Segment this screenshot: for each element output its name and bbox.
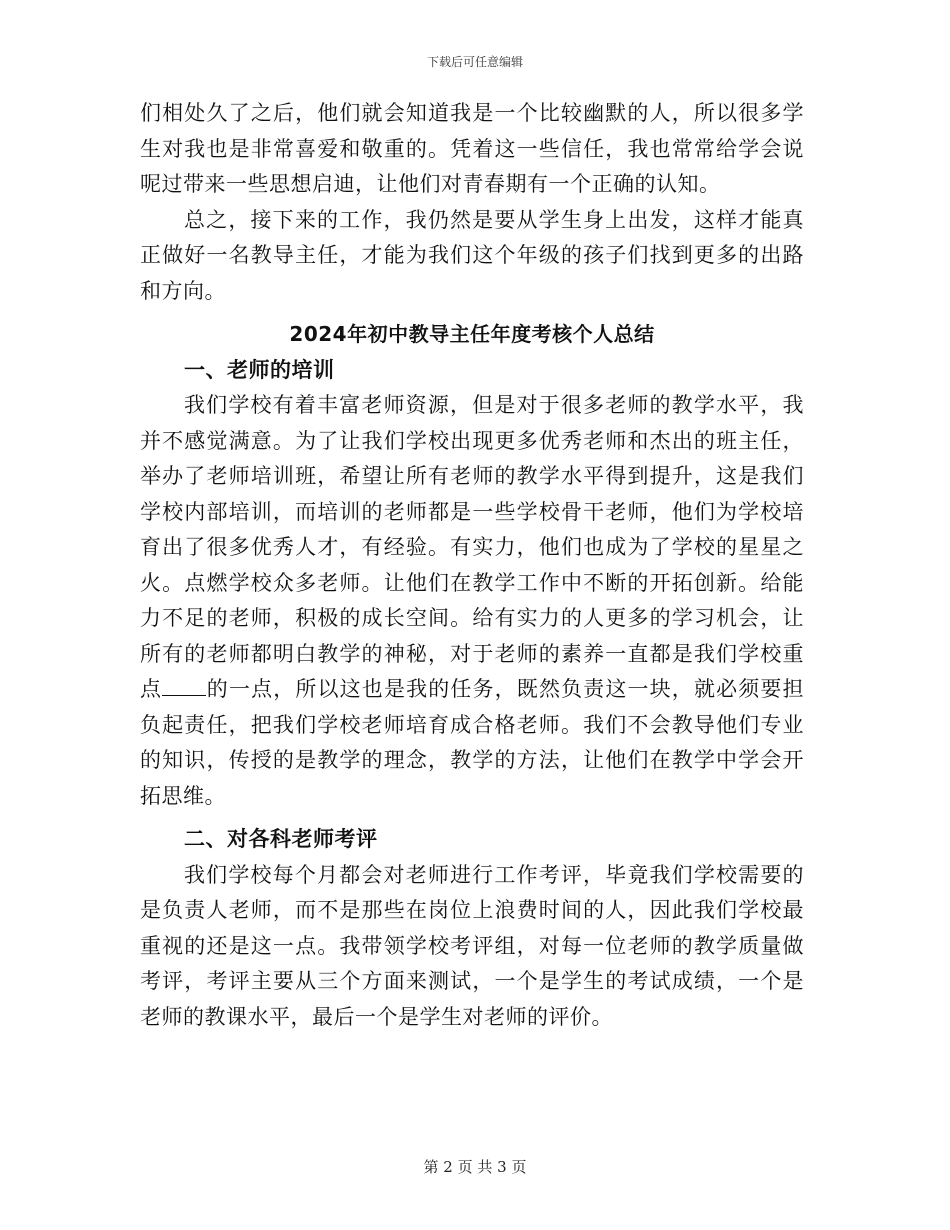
fill-in-blank — [162, 677, 206, 696]
section-paragraph-teacher-training — [140, 388, 804, 814]
section-heading-teacher-evaluation: 二、对各科老师考评 — [184, 827, 378, 851]
continuation-paragraph: 们相处久了之后，他们就会知道我是一个比较幽默的人，所以很多学生对我也是非常喜爱和敬重的。凭着这一些信任，我也常常给学会说呢过带来一些思想启迪，让他们对青春期有一个正确的认知。 — [140, 101, 804, 196]
page-number: 第 2 页 共 3 页 — [423, 1158, 527, 1176]
page-header-note: 下载后可任意编辑 — [426, 55, 523, 69]
section-paragraph-teacher-evaluation: 我们学校每个月都会对老师进行工作考评，毕竟我们学校需要的是负责人老师，而不是那些在岗位上浪费时间的人，因此我们学校最重视的还是这一点。我带领学校考评组，对每一位老师的教学质量做考评，考评主要从三个方面来测试，一个是学生的考试成绩，一个是老师的教课水平，最后一个是学生对老师的评价。 — [140, 862, 804, 1029]
section-heading-teacher-training: 一、老师的培训 — [184, 357, 335, 382]
paragraph-text-after-blank: 的一点，所以这也是我的任务，既然负责这一块，就必须要担负起责任，把我们学校老师培育成合格老师。我们不会教导他们专业的知识，传授的是教学的理念，教学的方法，让他们在教学中学会开拓思维。 — [140, 677, 805, 808]
document-title: 2024年初中教导主任年度考核个人总结 — [289, 322, 655, 346]
closing-paragraph: 总之，接下来的工作，我仍然是要从学生身上出发，这样才能真正做好一名教导主任，才能为我们这个年级的孩子们找到更多的出路和方向。 — [140, 207, 804, 303]
paragraph-text-before-blank: 我们学校有着丰富老师资源，但是对于很多老师的教学水平，我并不感觉满意。为了让我们学校出现更多优秀老师和杰出的班主任，举办了老师培训班，希望让所有老师的教学水平得到提升，这是我们学校内部培训，而培训的老师都是一些学校骨干老师，他们为学校培育出了很多优秀人才，有经验。有实力，他们也成为了学校的星星之火。点燃学校众多老师。让他们在教学工作中不断的开拓创新。给能力不足的老师，积极的成长空间。给有实力的人更多的学习机会，让所有的老师都明白教学的神秘，对于老师的素养一直都是我们学校重点 — [140, 393, 804, 701]
document-body — [140, 96, 804, 1035]
